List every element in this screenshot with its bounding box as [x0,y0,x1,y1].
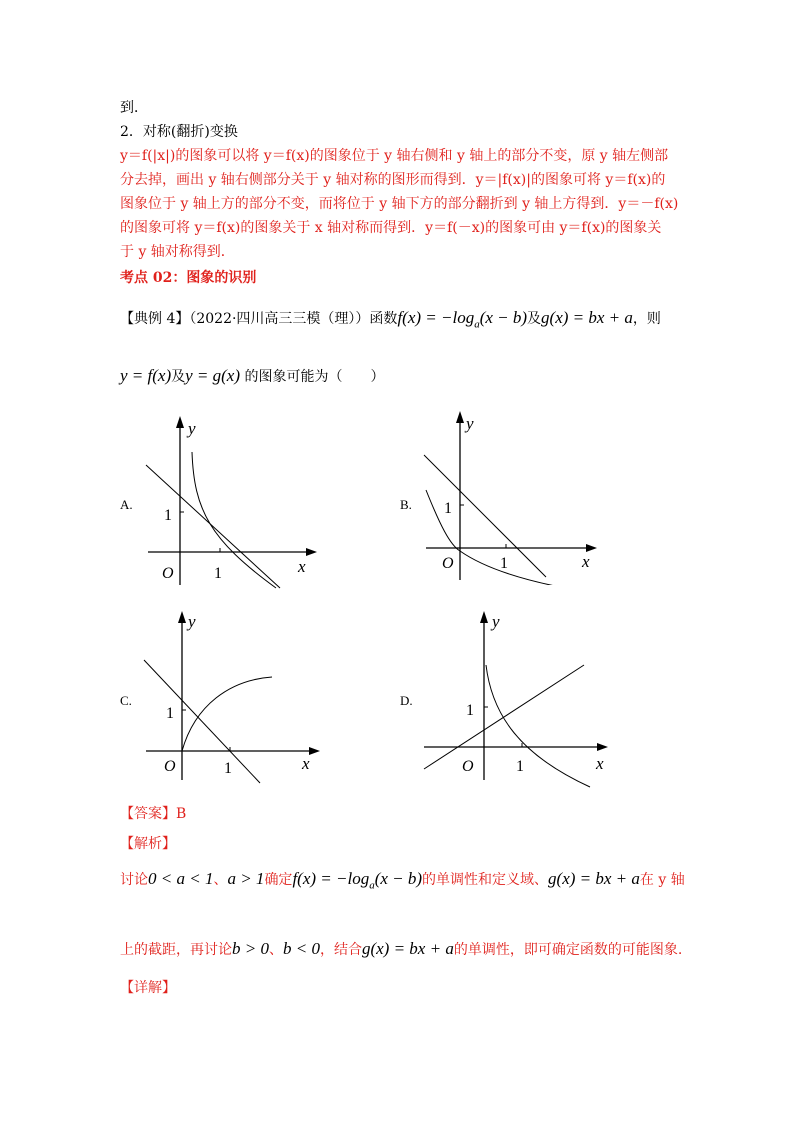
y-axis-label: y [188,612,196,631]
paragraph-line-4: 的图象可将 y＝f(x)的图象关于 x 轴对称而得到．y＝f(－x)的图象可由 y＝f(x)的图象关 [120,220,662,236]
cond-a-small: 0 < a < 1 [148,869,214,888]
x-axis-label: x [582,552,590,571]
y-equals-g: y = g(x) [185,366,240,385]
origin-label: O [462,758,474,775]
example-line-1 [120,306,661,336]
option-a-label: A. [120,497,133,512]
option-d-graph [420,605,620,790]
x-one-label: 1 [500,555,508,572]
y-axis-label: y [492,612,500,631]
option-d-label: D. [400,693,413,708]
option-c-graph [140,605,330,785]
y-axis-label: y [188,419,196,438]
analysis-g-expr: g(x) = bx + a [548,869,640,888]
cond-b-pos: b > 0 [232,939,269,958]
option-b-label: B. [400,497,412,512]
y-one-label: 1 [164,507,172,524]
curve-f [486,665,590,787]
text-line-0: 到． [120,100,148,116]
option-a-graph [140,410,330,590]
x-arrow-icon [309,747,320,755]
x-arrow-icon [597,743,608,751]
analysis-g-expr-2: g(x) = bx + a [361,939,454,958]
x-axis-label: x [298,557,306,576]
analysis-line-2: 上的截距，再讨论b > 0、b < 0，结合g(x) = bx + a的单调性，即可确定函数的可能图象. [120,939,683,958]
y-arrow-icon [456,411,464,423]
y-one-label: 1 [466,702,474,719]
x-one-label: 1 [224,760,232,777]
x-arrow-icon [306,548,317,556]
origin-label: O [162,565,174,582]
paragraph-line-3: 图象位于 y 轴上方的部分不变，而将位于 y 轴下方的部分翻折到 y 轴上方得到．y＝－f(x) [120,196,679,212]
option-c-label: C. [120,693,132,708]
example-line-2 [120,364,384,389]
analysis-line-1: 讨论0 < a < 1、a > 1确定$f(x) = -\log_a(x - b)$的单调性和定义域、g(x) = bx + a在 y 轴 [120,869,685,892]
example-suffix: ，则 [632,311,661,327]
heading-symmetry: 2．对称(翻折)变换 [120,124,238,140]
example-prefix: 【典例 4】（2022·四川高三三模（理））函数 [120,311,398,327]
y-equals-f: y = f(x) [120,366,172,385]
paragraph-line-1: y＝f(|x|)的图象可以将 y＝f(x)的图象位于 y 轴右侧和 y 轴上的部分不变，原 y 轴左侧部 [120,148,669,164]
section-title: 考点 02：图象的识别 [120,270,257,286]
y-arrow-icon [178,611,186,623]
option-b-graph [420,405,610,585]
y-arrow-icon [480,611,488,623]
cond-b-neg: b < 0 [282,939,320,958]
line-g [424,665,584,769]
paragraph-line-5: 于 y 轴对称得到． [120,244,235,260]
example-question: 的图象可能为（ ） [244,369,385,385]
y-axis-label: y [466,414,474,433]
x-one-label: 1 [516,758,524,775]
g-expression: g(x) = bx + a [541,308,633,327]
origin-label: O [442,555,454,572]
origin-label: O [164,758,176,775]
and-word-2: 及 [171,369,186,385]
y-one-label: 1 [166,705,174,722]
answer-label: 【答案】B [120,806,187,822]
analysis-label: 【解析】 [120,836,176,852]
x-arrow-icon [586,544,597,552]
y-one-label: 1 [444,500,452,517]
x-axis-label: x [302,754,310,773]
curve-f [192,452,276,588]
analysis-f-expr: $f(x) = -\log_a(x - b)$ [292,869,423,892]
paragraph-line-2: 分去掉，画出 y 轴右侧部分关于 y 轴对称的图形而得到．y＝|f(x)|的图象可将 y＝f(x)的 [120,172,666,188]
and-word-1: 及 [527,311,542,327]
x-axis-label: x [596,754,604,773]
x-one-label: 1 [214,565,222,582]
y-arrow-icon [176,416,184,428]
f-expression: $f(x) = -\log_a(x - b)$ [397,308,528,331]
line-g [144,660,260,783]
cond-a-large: a > 1 [227,869,265,888]
detail-label: 【详解】 [120,980,176,996]
